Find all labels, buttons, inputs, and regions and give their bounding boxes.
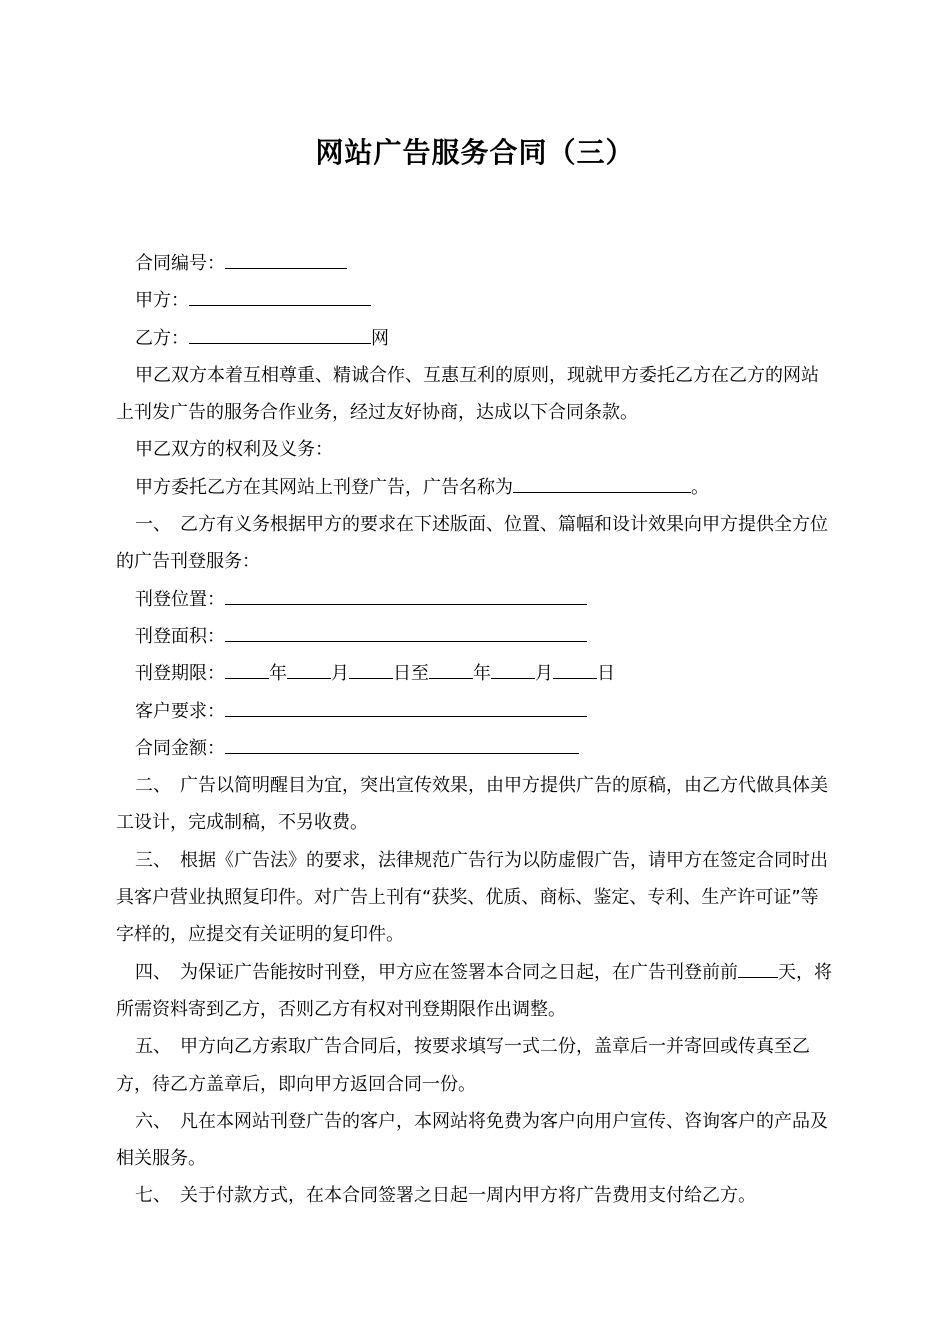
publish-area-blank [225, 621, 587, 642]
contract-amount-blank [225, 733, 579, 754]
intro-paragraph: 甲乙双方本着互相尊重、精诚合作、互惠互利的原则，现就甲方委托乙方在乙方的网站上刊发广告的服务合作业务，经过友好协商，达成以下合同条款。 [116, 364, 819, 424]
end-day-label: 日 [597, 663, 615, 685]
clause-5: 五、 甲方向乙方索取广告合同后，按要求填写一式二份，盖章后一并寄回或传真至乙方，待乙方盖章后，即向甲方返回合同一份。 [116, 1036, 810, 1095]
party-b-label: 乙方： [135, 327, 189, 349]
clause-2: 二、 广告以简明醒目为宜，突出宣传效果，由甲方提供广告的原稿，由乙方代做具体美工设计，完成制稿，不另收费。 [116, 775, 828, 834]
clause-4-text-a: 四、 为保证广告能按时刊登，甲方应在签署本合同之日起，在广告刊登前前 [135, 961, 738, 983]
publish-position-label: 刊登位置： [135, 588, 225, 610]
publish-position-blank [225, 584, 587, 605]
contract-amount-label: 合同金额： [135, 737, 225, 759]
page-title: 网站广告服务合同（三） [315, 136, 635, 169]
publish-period-label: 刊登期限： [135, 663, 225, 685]
party-b-blank [189, 323, 371, 344]
start-day-label: 日至 [393, 663, 429, 685]
publish-position-line [116, 581, 834, 618]
clause-3: 三、 根据《广告法》的要求，法律规范广告行为以防虚假广告，请甲方在签定合同时出具客户营业执照复印件。对广告上刊有“获奖、优质、商标、鉴定、专利、生产许可证”等字样的，应提交有关证明的复印件。 [116, 849, 828, 946]
days-before-blank [738, 957, 778, 978]
party-a-blank [189, 285, 371, 306]
publish-area-label: 刊登面积： [135, 625, 225, 647]
start-month-blank [287, 658, 331, 679]
publish-period-line [116, 655, 834, 692]
party-b-suffix: 网 [371, 327, 389, 349]
contract-amount-line [116, 730, 834, 767]
end-month-blank [491, 658, 535, 679]
publish-area-line [116, 618, 834, 655]
clause-6: 六、 凡在本网站刊登广告的客户，本网站将免费为客户向用户宣传、咨询客户的产品及相关服务。 [116, 1110, 828, 1170]
end-month-label: 月 [535, 663, 553, 685]
start-year-blank [225, 658, 269, 679]
clause-7: 七、 关于付款方式，在本合同签署之日起一周内甲方将广告费用支付给乙方。 [135, 1185, 756, 1207]
contract-no-line [116, 245, 834, 282]
end-year-blank [429, 658, 473, 679]
ad-name-prefix: 甲方委托乙方在其网站上刊登广告，广告名称为 [135, 476, 513, 498]
party-a-label: 甲方： [135, 290, 189, 312]
customer-requirements-line [116, 693, 834, 730]
ad-name-line [116, 469, 834, 506]
clause-1: 一、 乙方有义务根据甲方的要求在下述版面、位置、篇幅和设计效果向甲方提供全方位的广告刊登服务： [116, 514, 828, 573]
contract-no-blank [225, 248, 347, 269]
rights-heading: 甲乙双方的权利及义务： [135, 439, 333, 461]
ad-name-suffix: 。 [691, 476, 709, 498]
start-month-label: 月 [331, 663, 349, 685]
end-day-blank [553, 658, 597, 679]
contract-no-label: 合同编号： [135, 253, 225, 274]
clause-4 [116, 954, 834, 1029]
start-day-blank [349, 658, 393, 679]
start-year-label: 年 [269, 663, 287, 685]
clause-4-text-b: 天，将所需资料寄到乙方，否则乙方有权对刊登期限作出调整。 [116, 961, 832, 1020]
customer-requirements-blank [225, 696, 587, 717]
ad-name-blank [513, 472, 691, 493]
party-b-line [116, 320, 834, 357]
contract-body [116, 245, 834, 1215]
party-a-line [116, 282, 834, 319]
end-year-label: 年 [473, 663, 491, 685]
customer-requirements-label: 客户要求： [135, 700, 225, 722]
